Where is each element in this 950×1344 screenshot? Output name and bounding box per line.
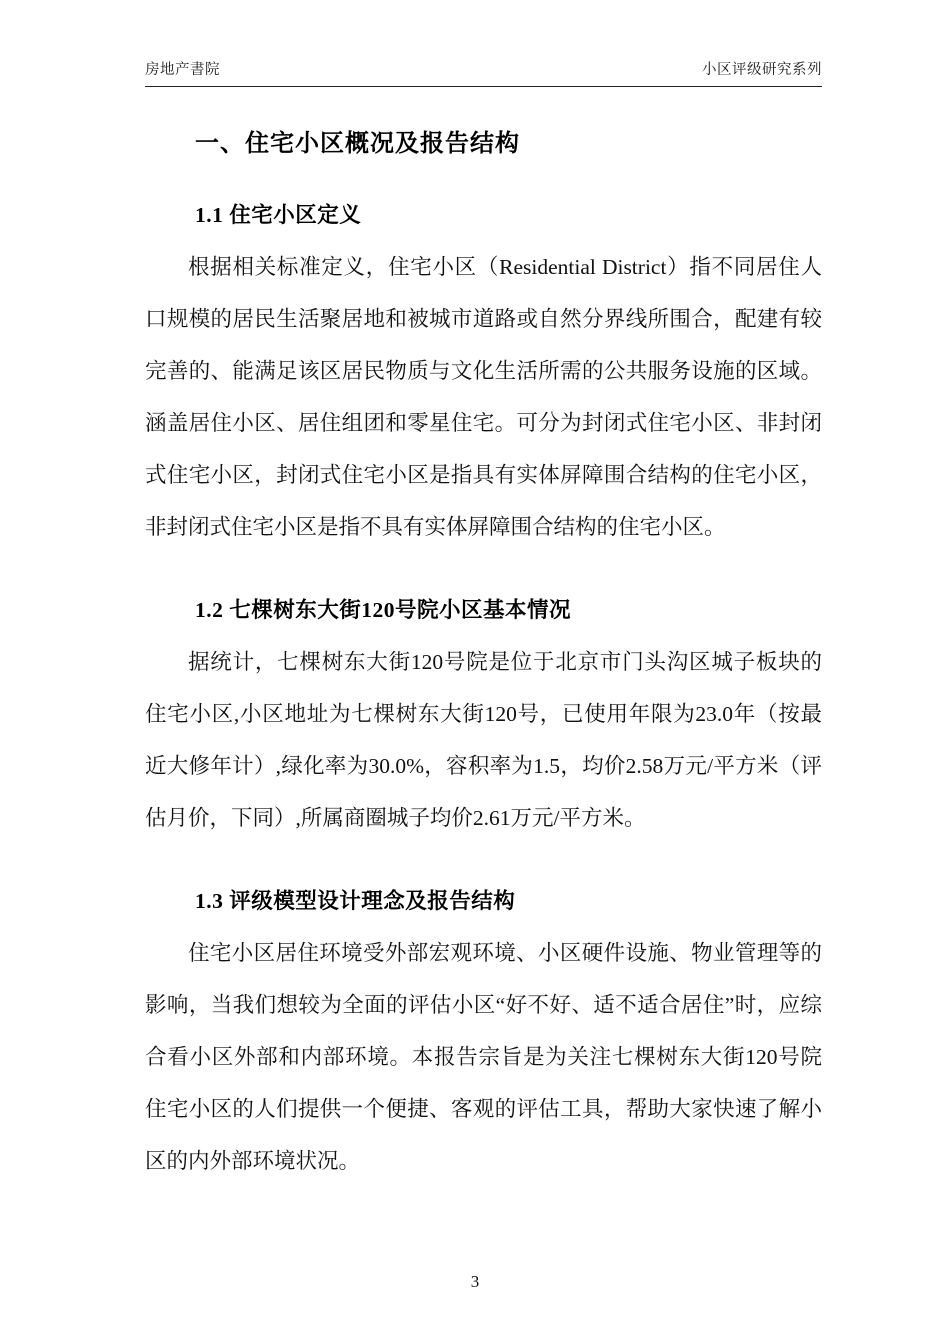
page-header	[145, 58, 822, 87]
section-heading-1-2: 1.2 七棵树东大街120号院小区基本情况	[195, 598, 572, 622]
section-paragraph-1-1: 根据相关标准定义，住宅小区（Residential District）指不同居住人口规模的居民生活聚居地和被城市道路或自然分界线所围合，配建有较完善的、能满足该区居民物质与文化生活所需的公共服务设施的区域。涵盖居住小区、居住组团和零星住宅。可分为封闭式住宅小区、非封闭式住宅小区，封闭式住宅小区是指具有实体屏障围合结构的住宅小区，非封闭式住宅小区是指不具有实体屏障围合结构的住宅小区。	[145, 255, 822, 539]
section-paragraph-1-2: 据统计，七棵树东大街120号院是位于北京市门头沟区城子板块的住宅小区,小区地址为七棵树东大街120号，已使用年限为23.0年（按最近大修年计）,绿化率为30.0%，容积率为1.5，均价2.58万元/平方米（评估月价，下同）,所属商圈城子均价2.61万元/平方米。	[145, 650, 822, 830]
section-heading-1-3: 1.3 评级模型设计理念及报告结构	[195, 889, 516, 913]
header-left-text: 房地产書院	[145, 62, 220, 78]
document-title: 一、住宅小区概况及报告结构	[195, 131, 520, 157]
section-heading-1-1: 1.1 住宅小区定义	[195, 203, 362, 227]
header-right-text: 小区评级研究系列	[702, 62, 822, 78]
page-number: 3	[470, 1272, 480, 1291]
section-paragraph-1-3: 住宅小区居住环境受外部宏观环境、小区硬件设施、物业管理等的影响，当我们想较为全面的评估小区“好不好、适不适合居住”时，应综合看小区外部和内部环境。本报告宗旨是为关注七棵树东大街120号院住宅小区的人们提供一个便捷、客观的评估工具，帮助大家快速了解小区的内外部环境状况。	[145, 941, 822, 1173]
